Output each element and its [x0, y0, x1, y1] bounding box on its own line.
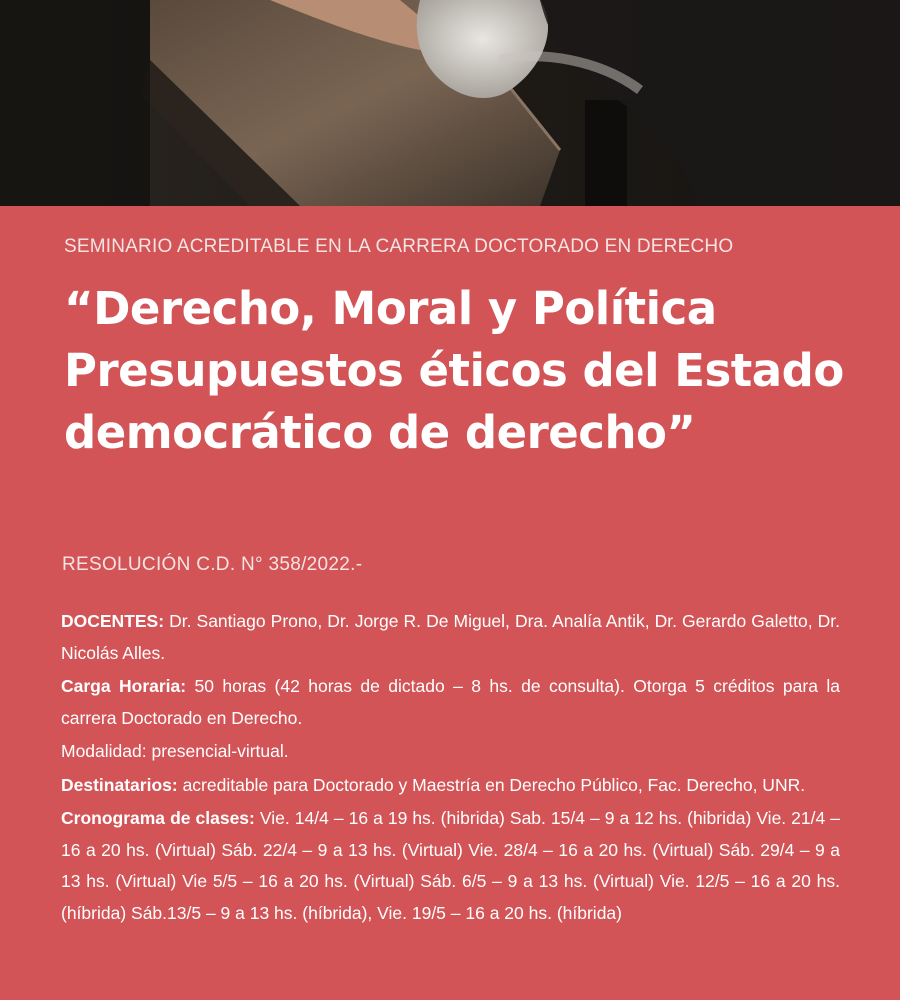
hand-on-table-photo-icon [0, 0, 900, 206]
detail-text: Dr. Santiago Prono, Dr. Jorge R. De Miguel, Dra. Analía Antik, Dr. Gerardo Galetto, Dr. Nicolás Alles. [61, 611, 840, 663]
detail-destinatarios [61, 770, 840, 802]
detail-modalidad [61, 736, 840, 768]
detail-label: DOCENTES: [61, 611, 165, 631]
detail-text: 50 horas (42 horas de dictado – 8 hs. de consulta). Otorga 5 créditos para la carrera Doctorado en Derecho. [61, 676, 840, 728]
detail-label: Destinatarios: [61, 774, 178, 795]
seminar-kicker: SEMINARIO ACREDITABLE EN LA CARRERA DOCTORADO EN DERECHO [64, 236, 734, 257]
seminar-title: “Derecho, Moral y Política Presupuestos éticos del Estado democrático de derecho” [64, 282, 844, 459]
detail-label: Cronograma de clases: [61, 808, 255, 828]
detail-docentes [61, 606, 840, 669]
detail-text: Vie. 14/4 – 16 a 19 hs. (hibrida) Sab. 15/4 – 9 a 12 hs. (hibrida) Vie. 21/4 – 16 a 20 hs. (Virtual) Sáb. 22/4 – 9 a 13 hs. (Virtual) Vie. 28/4 – 16 a 20 hs. (Virtual) Sáb. 29/4 – 9 a 13 hs. (Virtual) Vie 5/5 – 16 a 20 hs. (Virtual) Sáb. 6/5 – 9 a 13 hs. (Virtual) Vie. 12/5 – 16 a 20 hs. (híbrida) Sáb.13/5 – 9 a 13 hs. (híbrida), Vie. 19/5 – 16 a 20 hs. (híbrida) [61, 808, 840, 923]
header-photo [0, 0, 900, 206]
detail-cronograma [61, 803, 840, 929]
detail-text: acreditable para Doctorado y Maestría en Derecho Público, Fac. Derecho, UNR. [177, 774, 806, 795]
resolution-number: RESOLUCIÓN C.D. N° 358/2022.- [62, 554, 363, 575]
seminar-details [61, 606, 840, 931]
seminar-info-panel [0, 206, 900, 1000]
detail-carga-horaria [61, 671, 840, 734]
detail-label: Carga Horaria: [61, 676, 187, 696]
detail-text: Modalidad: presencial-virtual. [61, 741, 289, 761]
